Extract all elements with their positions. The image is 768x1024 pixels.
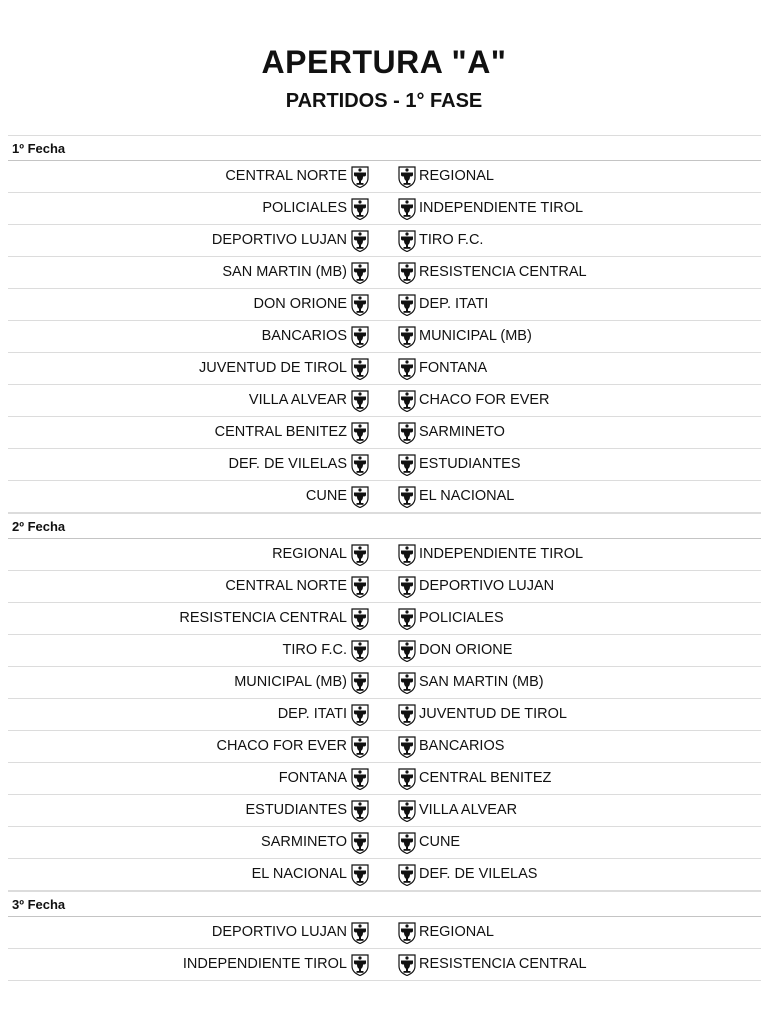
away-team-name: SARMINETO	[419, 424, 505, 440]
match-row	[8, 385, 761, 417]
away-crest-icon	[397, 800, 417, 822]
home-crest-icon	[350, 640, 370, 662]
home-team-name: REGIONAL	[272, 546, 347, 562]
fixture-list	[8, 135, 761, 981]
home-team-name: TIRO F.C.	[282, 642, 347, 658]
away-crest-icon	[397, 832, 417, 854]
match-row	[8, 635, 761, 667]
match-row	[8, 539, 761, 571]
away-crest-icon	[397, 486, 417, 508]
away-team-name: POLICIALES	[419, 610, 504, 626]
match-row	[8, 481, 761, 513]
away-crest-icon	[397, 768, 417, 790]
away-crest-icon	[397, 576, 417, 598]
away-crest-icon	[397, 864, 417, 886]
home-team-name: CENTRAL BENITEZ	[214, 424, 347, 440]
home-team-name: RESISTENCIA CENTRAL	[179, 610, 347, 626]
away-team-name: FONTANA	[419, 360, 488, 376]
home-team-name: MUNICIPAL (MB)	[234, 674, 347, 690]
away-team-name: MUNICIPAL (MB)	[419, 328, 532, 344]
away-team-name: INDEPENDIENTE TIROL	[419, 546, 584, 562]
away-team-name: DEF. DE VILELAS	[419, 866, 538, 882]
away-team-name: BANCARIOS	[419, 738, 505, 754]
match-row	[8, 917, 761, 949]
away-crest-icon	[397, 608, 417, 630]
home-team-name: DON ORIONE	[253, 296, 347, 312]
home-crest-icon	[350, 198, 370, 220]
home-crest-icon	[350, 230, 370, 252]
away-crest-icon	[397, 954, 417, 976]
match-row	[8, 949, 761, 981]
away-crest-icon	[397, 704, 417, 726]
match-row	[8, 225, 761, 257]
away-crest-icon	[397, 640, 417, 662]
match-row	[8, 603, 761, 635]
away-team-name: DEP. ITATI	[419, 296, 489, 312]
home-crest-icon	[350, 544, 370, 566]
away-team-name: ESTUDIANTES	[419, 456, 521, 472]
away-team-name: JUVENTUD DE TIROL	[419, 706, 567, 722]
away-crest-icon	[397, 922, 417, 944]
away-crest-icon	[397, 294, 417, 316]
away-crest-icon	[397, 422, 417, 444]
away-crest-icon	[397, 326, 417, 348]
match-row	[8, 161, 761, 193]
match-row	[8, 859, 761, 891]
home-team-name: DEPORTIVO LUJAN	[211, 232, 347, 248]
match-row	[8, 827, 761, 859]
away-team-name: TIRO F.C.	[419, 232, 484, 248]
home-crest-icon	[350, 832, 370, 854]
away-crest-icon	[397, 358, 417, 380]
match-row	[8, 321, 761, 353]
away-team-name: DEPORTIVO LUJAN	[419, 578, 555, 594]
home-team-name: ESTUDIANTES	[245, 802, 347, 818]
away-team-name: EL NACIONAL	[419, 488, 515, 504]
home-team-name: SAN MARTIN (MB)	[222, 264, 347, 280]
away-crest-icon	[397, 198, 417, 220]
away-team-name: REGIONAL	[419, 168, 494, 184]
match-row	[8, 257, 761, 289]
away-crest-icon	[397, 230, 417, 252]
away-team-name: CUNE	[419, 834, 461, 850]
home-crest-icon	[350, 704, 370, 726]
home-team-name: INDEPENDIENTE TIROL	[182, 956, 347, 972]
home-crest-icon	[350, 422, 370, 444]
away-crest-icon	[397, 454, 417, 476]
match-row	[8, 795, 761, 827]
home-team-name: CENTRAL NORTE	[225, 578, 347, 594]
home-crest-icon	[350, 294, 370, 316]
round-header: 1º Fecha	[8, 135, 761, 161]
match-row	[8, 353, 761, 385]
match-row	[8, 571, 761, 603]
match-row	[8, 731, 761, 763]
home-team-name: DEF. DE VILELAS	[228, 456, 347, 472]
round-header: 3º Fecha	[8, 891, 761, 917]
away-crest-icon	[397, 166, 417, 188]
home-crest-icon	[350, 166, 370, 188]
round-header: 2º Fecha	[8, 513, 761, 539]
home-crest-icon	[350, 358, 370, 380]
home-team-name: DEP. ITATI	[277, 706, 347, 722]
home-team-name: SARMINETO	[261, 834, 347, 850]
match-row	[8, 449, 761, 481]
home-crest-icon	[350, 576, 370, 598]
away-team-name: VILLA ALVEAR	[419, 802, 518, 818]
away-team-name: CENTRAL BENITEZ	[419, 770, 552, 786]
away-team-name: RESISTENCIA CENTRAL	[419, 956, 587, 972]
home-crest-icon	[350, 736, 370, 758]
away-crest-icon	[397, 544, 417, 566]
home-crest-icon	[350, 608, 370, 630]
home-team-name: VILLA ALVEAR	[248, 392, 347, 408]
home-crest-icon	[350, 768, 370, 790]
home-crest-icon	[350, 486, 370, 508]
away-crest-icon	[397, 672, 417, 694]
home-team-name: JUVENTUD DE TIROL	[199, 360, 347, 376]
match-row	[8, 763, 761, 795]
match-row	[8, 667, 761, 699]
away-crest-icon	[397, 736, 417, 758]
home-team-name: EL NACIONAL	[251, 866, 347, 882]
match-row	[8, 289, 761, 321]
page-subtitle: PARTIDOS - 1° FASE	[285, 90, 483, 112]
home-team-name: FONTANA	[278, 770, 347, 786]
away-team-name: REGIONAL	[419, 924, 494, 940]
home-team-name: DEPORTIVO LUJAN	[211, 924, 347, 940]
home-crest-icon	[350, 672, 370, 694]
home-crest-icon	[350, 262, 370, 284]
page-title: APERTURA "A"	[261, 44, 507, 80]
home-crest-icon	[350, 864, 370, 886]
away-team-name: DON ORIONE	[419, 642, 513, 658]
home-team-name: POLICIALES	[262, 200, 347, 216]
away-team-name: INDEPENDIENTE TIROL	[419, 200, 584, 216]
home-team-name: CHACO FOR EVER	[216, 738, 347, 754]
away-team-name: CHACO FOR EVER	[419, 392, 550, 408]
home-crest-icon	[350, 800, 370, 822]
home-team-name: BANCARIOS	[261, 328, 347, 344]
away-team-name: SAN MARTIN (MB)	[419, 674, 544, 690]
match-row	[8, 699, 761, 731]
home-crest-icon	[350, 454, 370, 476]
home-team-name: CENTRAL NORTE	[225, 168, 347, 184]
match-row	[8, 417, 761, 449]
home-crest-icon	[350, 390, 370, 412]
away-team-name: RESISTENCIA CENTRAL	[419, 264, 587, 280]
away-crest-icon	[397, 390, 417, 412]
home-crest-icon	[350, 922, 370, 944]
match-row	[8, 193, 761, 225]
home-crest-icon	[350, 326, 370, 348]
away-crest-icon	[397, 262, 417, 284]
home-team-name: CUNE	[305, 488, 347, 504]
home-crest-icon	[350, 954, 370, 976]
